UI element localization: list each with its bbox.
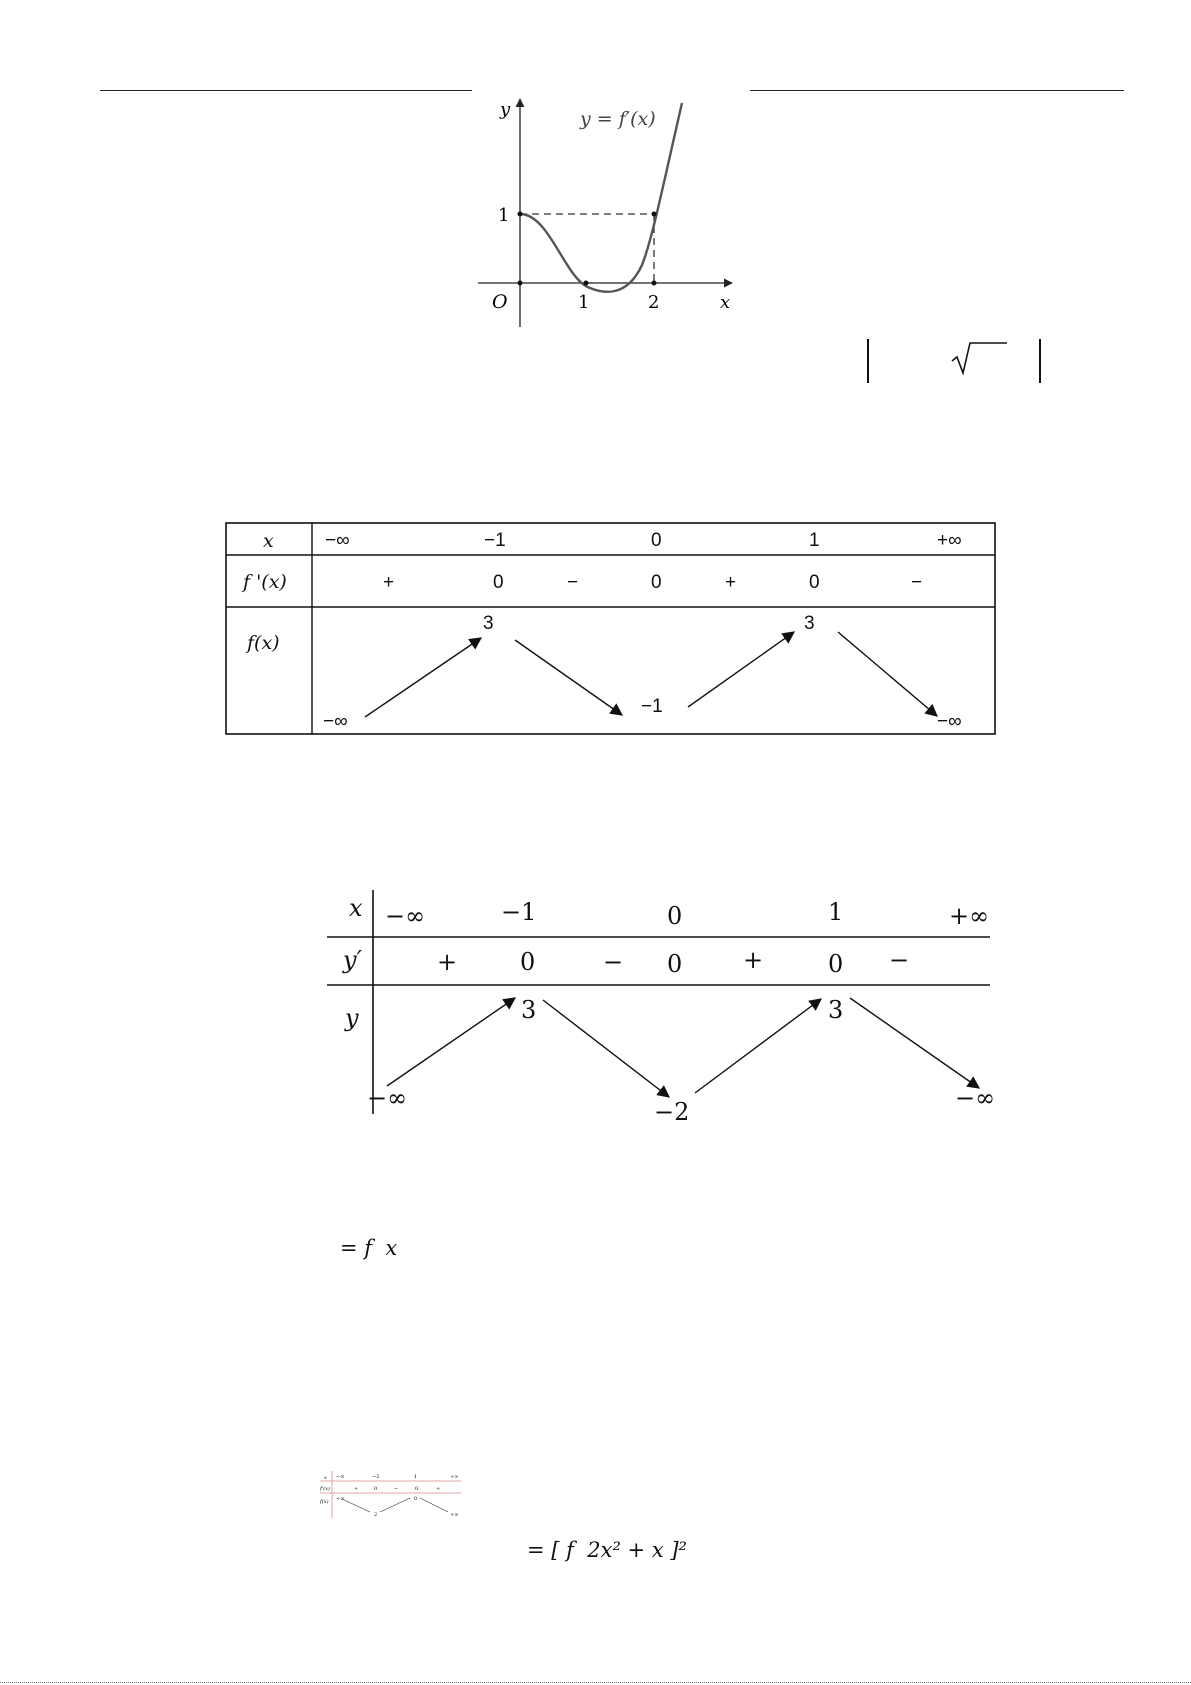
t2-sign-3: 0 [667, 950, 683, 978]
t2-sign-6: − [889, 946, 910, 974]
t1-x-0: −∞ [325, 530, 350, 551]
t1-x-1: −1 [484, 530, 506, 551]
graph-y-label: y [500, 99, 511, 120]
t1-header-f: f(x) [247, 632, 280, 654]
t1-x-4: +∞ [937, 530, 962, 551]
t2-sign-1: 0 [520, 948, 536, 976]
t1-f-2: −1 [641, 696, 663, 717]
t1-f-4: −∞ [937, 711, 962, 732]
variation-table-boxed [225, 522, 997, 736]
mini-x-3: +∞ [450, 1474, 459, 1480]
mini-header-x: x [324, 1475, 327, 1481]
t2-header-x: x [349, 894, 363, 922]
mini-sign-1: 0 [374, 1486, 378, 1492]
t1-arrow-down-2 [838, 632, 937, 716]
t1-arrow-up-2 [688, 632, 794, 707]
t2-x-4: +∞ [949, 902, 990, 930]
mini-f-3: +∞ [450, 1512, 459, 1518]
t2-arrow-up-2 [695, 999, 821, 1093]
mini-sign-0: + [354, 1486, 359, 1492]
t2-y-3: 3 [828, 996, 844, 1024]
t1-f-3: 3 [804, 613, 815, 634]
mini-f-2: 0 [414, 1496, 418, 1502]
t1-sign-3: 0 [651, 572, 662, 593]
derivative-curve [520, 103, 682, 292]
t2-arrow-down-2 [850, 998, 979, 1088]
t1-sign-5: 0 [809, 572, 820, 593]
t2-sign-5: 0 [828, 950, 844, 978]
t2-y-1: 3 [521, 996, 537, 1024]
t2-y-4: −∞ [955, 1084, 995, 1112]
mini-sign-4: + [436, 1486, 441, 1492]
t2-sign-2: − [603, 948, 624, 976]
graph-tick-1: 1 [578, 292, 590, 313]
bottom-dotted-edge [0, 1682, 1191, 1683]
t2-y-2: −2 [654, 1098, 690, 1126]
t1-arrow-down-1 [515, 640, 622, 715]
mini-x-2: 1 [414, 1474, 418, 1480]
mini-f-1: 2 [374, 1512, 378, 1518]
t2-header-yp: y′ [343, 946, 363, 974]
t1-sign-1: 0 [493, 572, 504, 593]
mini-variation-table [318, 1470, 463, 1520]
mini-header-f: f(x) [320, 1499, 329, 1505]
point-origin [518, 281, 523, 286]
graph-x-label: x [720, 292, 731, 313]
graph-tick-y1: 1 [498, 205, 510, 226]
equation-fragment-bottom: = [ f 2x² + x ]² [527, 1538, 687, 1562]
t1-header-x: x [263, 530, 274, 552]
t2-x-2: 0 [667, 902, 683, 930]
mini-header-fp: f'(x) [320, 1486, 330, 1492]
derivative-graph [470, 95, 750, 335]
point-1-0 [584, 281, 589, 286]
top-rule-right [750, 90, 1124, 91]
graph-curve-label: y = f′(x) [580, 108, 656, 130]
t2-x-1: −1 [501, 898, 537, 926]
point-0-1 [518, 212, 523, 217]
t1-header-fp: f '(x) [243, 571, 287, 593]
t1-sign-0: + [383, 572, 395, 593]
mini-x-1: −2 [372, 1474, 380, 1480]
t2-y-0: −∞ [367, 1084, 408, 1112]
abs-sqrt-fragment [860, 335, 1050, 387]
t1-sign-6: − [911, 572, 923, 593]
point-2-1 [652, 212, 657, 217]
graph-tick-2: 2 [648, 292, 660, 313]
graph-origin-label: O [492, 291, 508, 313]
t2-header-y: y [345, 1004, 359, 1032]
variation-table-open [315, 888, 995, 1128]
t1-x-3: 1 [809, 530, 820, 551]
t2-x-3: 1 [828, 898, 844, 926]
t1-x-2: 0 [651, 530, 662, 551]
mini-f-0: +∞ [336, 1496, 345, 1502]
mini-sign-2: − [394, 1486, 399, 1492]
t2-sign-0: + [437, 948, 458, 976]
top-rule-left [100, 90, 472, 91]
mini-sign-3: 0 [415, 1486, 419, 1492]
t1-f-1: 3 [483, 613, 494, 634]
t2-x-0: −∞ [385, 902, 426, 930]
t1-sign-2: − [567, 572, 579, 593]
t1-arrow-up-1 [365, 638, 481, 717]
t2-arrow-down-1 [543, 1000, 669, 1097]
point-2-0 [652, 281, 657, 286]
t2-arrow-up-1 [387, 998, 515, 1086]
equation-fragment-fx: = f x [340, 1236, 398, 1260]
mini-x-0: −∞ [336, 1474, 345, 1480]
t1-sign-4: + [725, 572, 737, 593]
t2-sign-4: + [743, 946, 764, 974]
t1-f-0: −∞ [323, 711, 348, 732]
